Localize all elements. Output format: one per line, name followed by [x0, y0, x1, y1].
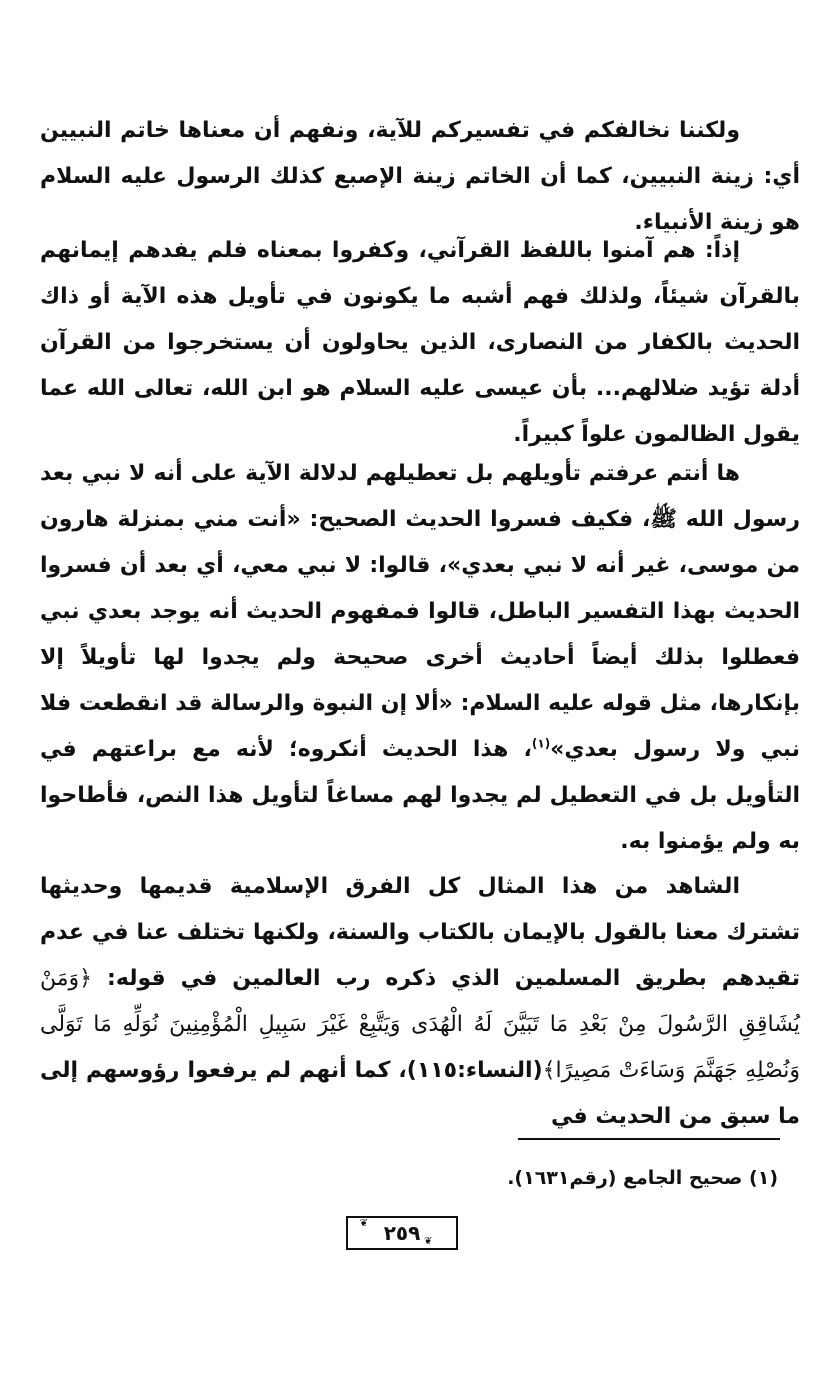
ornament-icon: ❦ [424, 1236, 433, 1247]
paragraph-3-tail: ، هذا الحديث أنكروه؛ لأنه مع براعتهم في التأويل بل في التعطيل لم يجدوا لهم مساغاً لتأويل هذا النص، فأطاحوا به ولم يؤمنوا به. [40, 737, 800, 854]
paragraph-4-end: (النساء:١١٥)، كما أنهم لم يرفعوا رؤوسهم إلى ما سبق من الحديث في [40, 1058, 800, 1129]
footnote: (١) صحيح الجامع (رقم١٦٣١). [507, 1167, 778, 1189]
paragraph-4-text: الشاهد من هذا المثال كل الفرق الإسلامية قديمها وحديثها تشترك معنا بالقول بالإيمان بالكتاب والسنة، ولكنها تختلف عنا في عدم تقيدهم بطريق المسلمين الذي ذكره رب العالمين في قوله: [40, 874, 800, 991]
paragraph-1 [40, 108, 800, 246]
paragraph-1-text: ولكننا نخالفكم في تفسيركم للآية، ونفهم أن معناها خاتم النبيين أي: زينة النبيين، كما أن الخاتم زينة الإصبع كذلك الرسول عليه السلام هو زينة الأنبياء. [40, 118, 800, 235]
paragraph-3 [40, 451, 800, 865]
ornament-icon: ❦ [359, 1218, 368, 1229]
paragraph-2-text: إذاً: هم آمنوا باللفظ القرآني، وكفروا بمعناه فلم يفدهم إيمانهم بالقرآن شيئاً، ولذلك فهم أشبه ما يكونون في تأويل هذه الآية أو ذاك الحديث بالكفار من النصارى، الذين يحاولون أن يستخرجوا من القرآن أدلة تؤيد ضلالهم... بأن عيسى عليه السلام هو ابن الله، تعالى الله عما يقول الظالمون علواً كبيراً. [40, 238, 800, 447]
paragraph-2 [40, 228, 800, 458]
paragraph-4 [40, 864, 800, 1140]
footnote-reference: (١) [531, 736, 551, 751]
quran-verse: ﴿وَمَنْ يُشَاقِقِ الرَّسُولَ مِنْ بَعْدِ مَا تَبَيَّنَ لَهُ الْهُدَى وَيَتَّبِعْ غَيْرَ سَبِيلِ الْمُؤْمِنِينَ نُوَلِّهِ مَا تَوَلَّى وَنُصْلِهِ جَهَنَّمَ وَسَاءَتْ مَصِيرًا﴾ [40, 966, 800, 1083]
paragraph-3-text: ها أنتم عرفتم تأويلهم بل تعطيلهم لدلالة الآية على أنه لا نبي بعد رسول الله ﷺ، فكيف فسروا الحديث الصحيح: «أنت مني بمنزلة هارون من موسى، غير أنه لا نبي بعدي»، قالوا: لا نبي معي، أي بعد أن فسروا الحديث بهذا التفسير الباطل، قالوا فمفهوم الحديث أنه يوجد بعدي نبي فعطلوا بذلك أيضاً أحاديث أخرى صحيحة ولم يجدوا لها تأويلاً إلا بإنكارها، مثل قوله عليه السلام: «ألا إن النبوة والرسالة قد انقطعت فلا نبي ولا رسول بعدي» [40, 461, 801, 762]
page-number: ٢٥٩ [383, 1221, 421, 1245]
page-number-frame [346, 1216, 458, 1250]
footnote-divider [518, 1138, 780, 1140]
